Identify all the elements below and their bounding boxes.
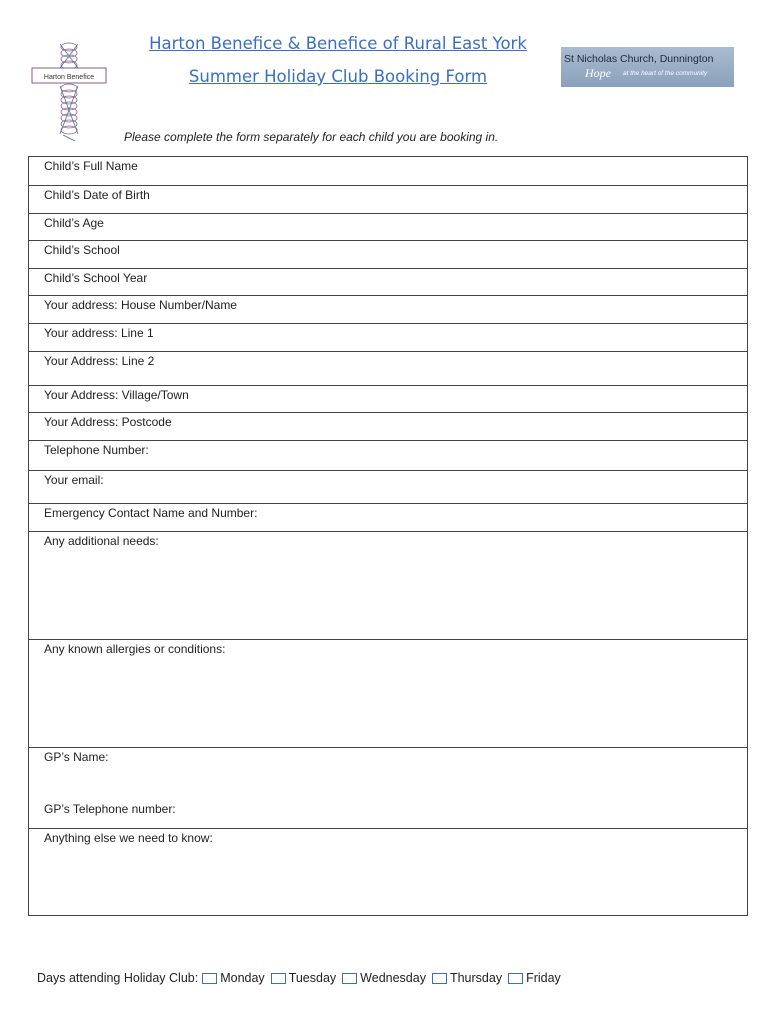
field-label: Your address: Line 1	[44, 326, 154, 340]
checkbox-friday[interactable]	[508, 973, 523, 984]
instruction-text: Please complete the form separately for each child you are booking in.	[124, 130, 499, 144]
checkbox-wednesday[interactable]	[342, 973, 357, 984]
field-row-village-town[interactable]	[29, 386, 747, 413]
field-label: Child’s School	[44, 243, 120, 257]
field-label: Anything else we need to know:	[44, 831, 213, 845]
field-label: Telephone Number:	[44, 443, 149, 457]
harton-benefice-logo	[28, 38, 110, 142]
field-label: Your Address: Line 2	[44, 354, 155, 368]
booking-form-table	[28, 156, 748, 916]
form-title: Summer Holiday Club Booking Form	[188, 67, 488, 86]
checkbox-thursday[interactable]	[432, 973, 447, 984]
day-monday-label: Monday	[220, 971, 265, 985]
logo-left-text: Harton Benefice	[43, 74, 95, 81]
field-label: GP’s Name:	[44, 750, 109, 764]
field-row-child-school[interactable]	[29, 241, 747, 269]
field-label: Any known allergies or conditions:	[44, 642, 226, 656]
field-row-emergency-contact[interactable]	[29, 504, 747, 532]
gp-phone-label: GP’s Telephone number:	[44, 802, 176, 816]
field-label: Child’s Age	[44, 216, 104, 230]
days-label: Days attending Holiday Club:	[37, 971, 199, 985]
field-label: Any additional needs:	[44, 534, 159, 548]
field-label: Child’s Date of Birth	[44, 188, 150, 202]
st-nicholas-logo	[561, 47, 734, 87]
field-label: Emergency Contact Name and Number:	[44, 506, 258, 520]
day-wednesday-label: Wednesday	[360, 971, 426, 985]
day-friday-label: Friday	[526, 971, 561, 985]
checkbox-monday[interactable]	[202, 973, 217, 984]
field-row-address-line1[interactable]	[29, 324, 747, 352]
field-row-child-age[interactable]	[29, 214, 747, 241]
field-row-house-number[interactable]	[29, 296, 747, 324]
field-label: Child’s Full Name	[44, 159, 138, 173]
field-row-allergies[interactable]	[29, 640, 747, 748]
field-row-anything-else[interactable]	[29, 829, 747, 917]
field-row-gp[interactable]	[29, 748, 747, 829]
checkbox-tuesday[interactable]	[271, 973, 286, 984]
tagline: at the heart of the community	[623, 70, 708, 77]
day-thursday-label: Thursday	[449, 971, 503, 985]
field-label: Your Address: Postcode	[44, 415, 172, 429]
day-tuesday-label: Tuesday	[288, 971, 337, 985]
field-row-child-dob[interactable]	[29, 186, 747, 214]
field-label: Child’s School Year	[44, 271, 148, 285]
field-row-school-year[interactable]	[29, 269, 747, 296]
field-row-email[interactable]	[29, 471, 747, 504]
field-label: Your email:	[44, 473, 104, 487]
field-label: Your address: House Number/Name	[44, 298, 237, 312]
field-row-address-line2[interactable]	[29, 352, 747, 386]
field-label: Your Address: Village/Town	[44, 388, 189, 402]
field-row-postcode[interactable]	[29, 413, 747, 441]
days-attending	[37, 971, 563, 985]
page-title: Harton Benefice & Benefice of Rural East York	[149, 34, 527, 53]
church-name: St Nicholas Church, Dunnington	[564, 53, 714, 65]
field-row-child-name[interactable]	[29, 157, 747, 186]
hope-text: Hope	[585, 66, 611, 80]
field-row-telephone[interactable]	[29, 441, 747, 471]
field-row-additional-needs[interactable]	[29, 532, 747, 640]
